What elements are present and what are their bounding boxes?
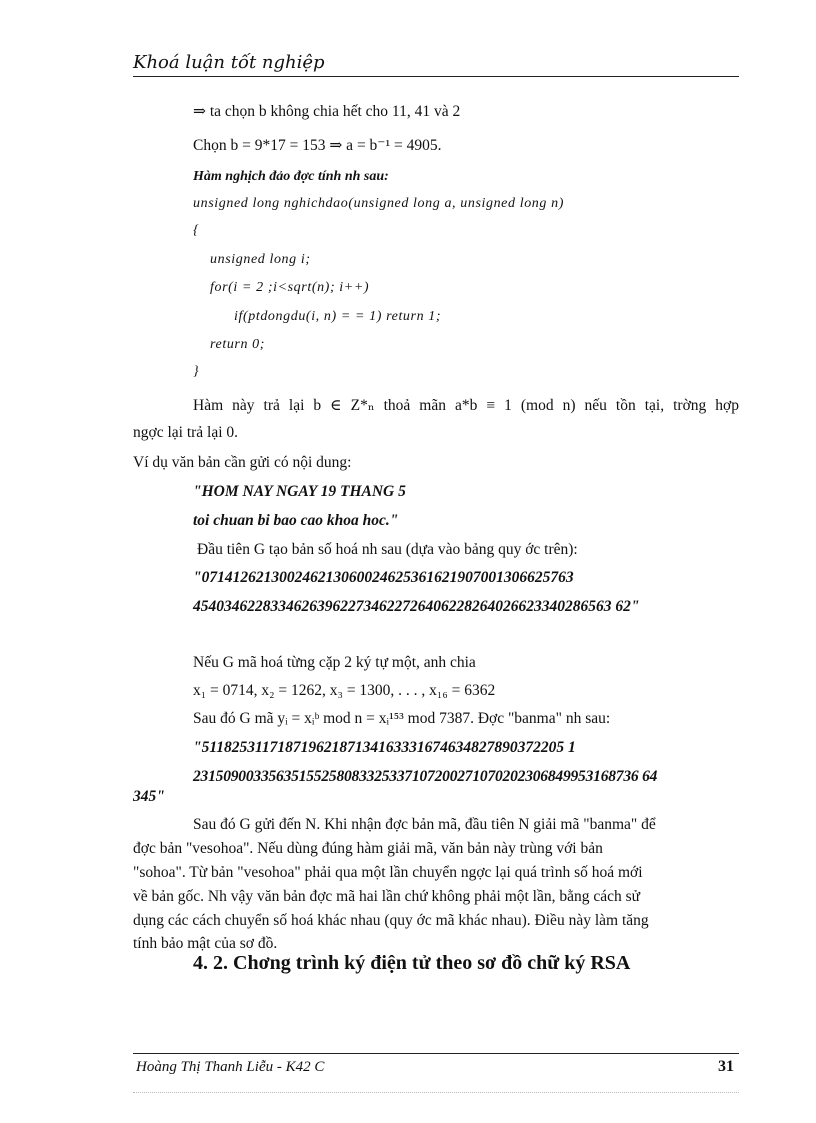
text-line: Ví dụ văn bản cần gửi có nội dung: [133, 454, 352, 471]
footer-author: Hoàng Thị Thanh Liễu - K42 C [136, 1059, 325, 1075]
quote-line: toi chuan bi bao cao khoa hoc." [193, 512, 399, 529]
header-rule [133, 76, 739, 77]
footer-rule [133, 1053, 739, 1054]
text-line: Hàm nghịch đảo đợc tính nh sau: [193, 169, 389, 184]
page-number: 31 [718, 1058, 734, 1075]
code-line: for(i = 2 ;i<sqrt(n); i++) [210, 280, 370, 295]
section-heading: 4. 2. Chơng trình ký điện tử theo sơ đồ chữ ký RSA [193, 952, 631, 974]
paragraph-line: về bản gốc. Nh vậy văn bản đợc mã hai lần chứ không phải một lần, bằng cách sử [133, 888, 641, 905]
text-line: ⇒ ta chọn b không chia hết cho 11, 41 và 2 [193, 103, 461, 120]
header-title: Khoá luận tốt nghiệp [133, 52, 325, 73]
code-line: unsigned long i; [210, 252, 311, 267]
number-line: 345" [133, 788, 165, 805]
number-line: "51182531171871962187134163331674634827890372205 1 [193, 739, 576, 756]
paragraph-line: "sohoa". Từ bản "vesohoa" phải qua một lần chuyển ngợc lại quá trình số hoá mới [133, 864, 643, 881]
number-line: "071412621300246213060024625361621907001306625763 [193, 569, 574, 586]
page-bottom-dots [133, 1092, 739, 1093]
text-line: x₁ = 0714, x₂ = 1262, x₃ = 1300, . . . , x₁₆ = 6362 [193, 682, 496, 699]
number-line: 23150900335635155258083325337107200271070202306849953168736 64 [193, 768, 658, 785]
quote-line: "HOM NAY NGAY 19 THANG 5 [193, 483, 406, 500]
paragraph-line: đợc bản "vesohoa". Nếu dùng đúng hàm giải mã, văn bản này trùng với bản [133, 840, 603, 857]
text-line: Đầu tiên G tạo bản số hoá nh sau (dựa vào bảng quy ớc trên): [197, 541, 578, 558]
paragraph-line: dụng các cách chuyển số hoá khác nhau (quy ớc mã khác nhau). Điều này làm tăng [133, 912, 649, 929]
code-line: { [193, 223, 200, 238]
code-line: if(ptdongdu(i, n) = = 1) return 1; [234, 309, 442, 324]
text-line: Chọn b = 9*17 = 153 ⇒ a = b⁻¹ = 4905. [193, 137, 442, 154]
code-line: } [193, 364, 200, 379]
text-line: Hàm này trả lại b ∈ Z*ₙ thoả mãn a*b ≡ 1 (mod n) nếu tồn tại, trờng hợp [193, 397, 739, 414]
number-line: 454034622833462639622734622726406228264026623340286563 62" [193, 598, 640, 615]
paragraph-line: tính bảo mật của sơ đồ. [133, 935, 278, 952]
text-line: Sau đó G mã yᵢ = xᵢᵇ mod n = xᵢ¹⁵³ mod 7387. Đợc "banma" nh sau: [193, 710, 611, 727]
code-line: unsigned long nghichdao(unsigned long a, unsigned long n) [193, 196, 564, 211]
text-line: Nếu G mã hoá từng cặp 2 ký tự một, anh chia [193, 654, 476, 671]
text-line: ngợc lại trả lại 0. [133, 424, 239, 441]
paragraph-line: Sau đó G gửi đến N. Khi nhận đợc bản mã, đầu tiên N giải mã "banma" để [193, 816, 656, 833]
code-line: return 0; [210, 337, 266, 352]
